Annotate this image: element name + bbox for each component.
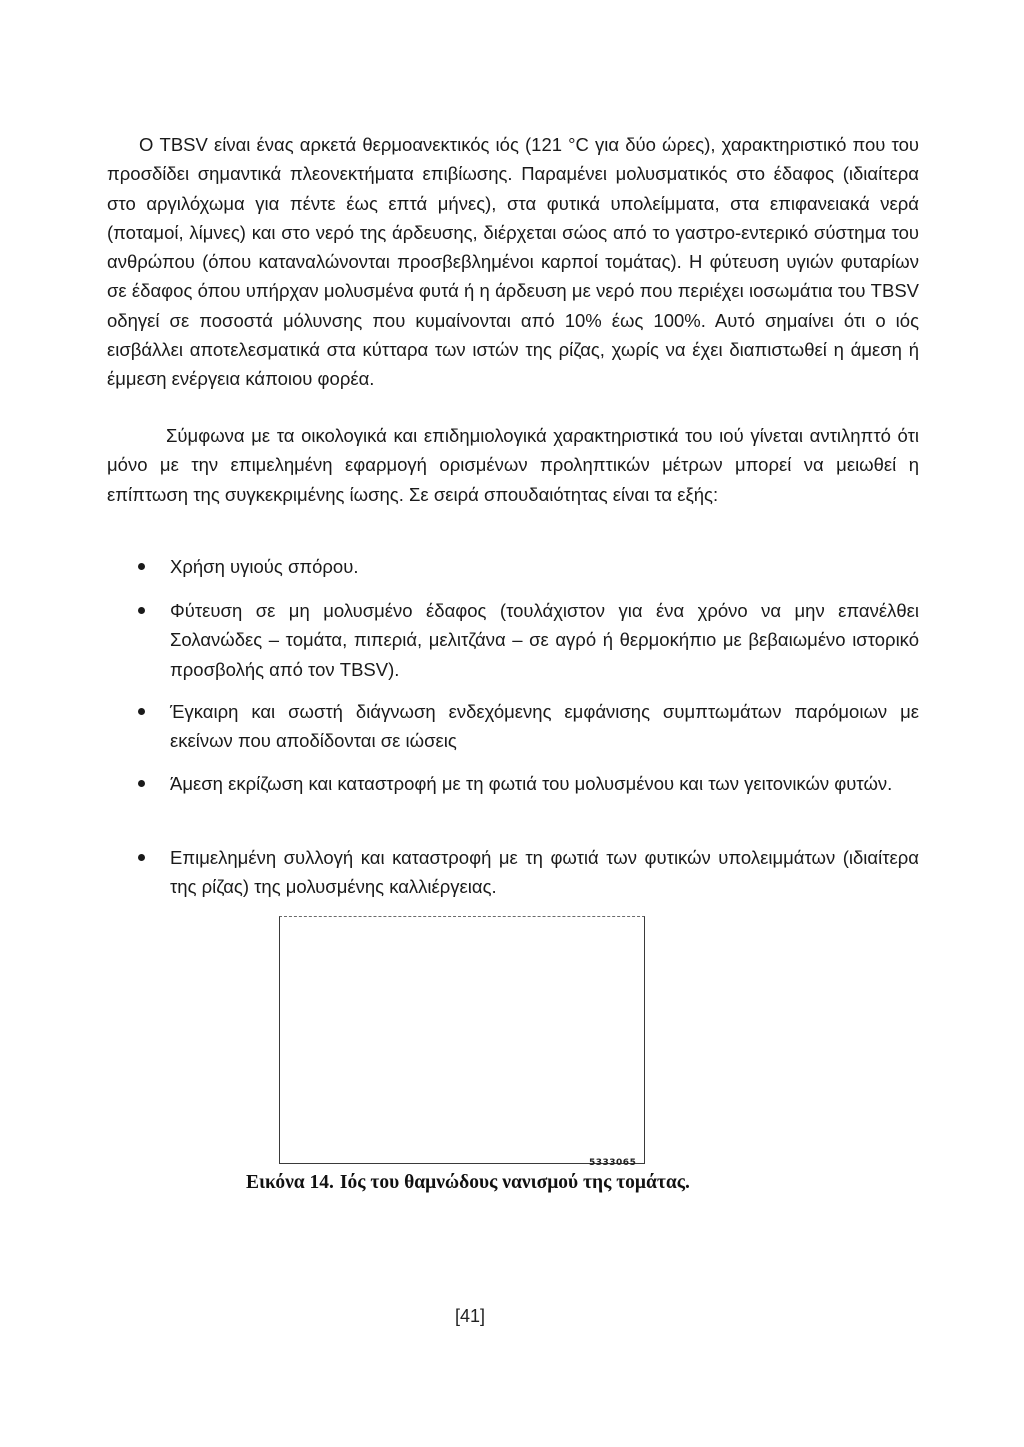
list-item-text: Έγκαιρη και σωστή διάγνωση ενδεχόμενης εμφάνισης συμπτωμάτων παρόμοιων με εκείνων που αποδίδονται σε ιώσεις: [170, 701, 919, 752]
figure-caption-label: Εικόνα 14.: [246, 1172, 334, 1193]
list-item-text: Φύτευση σε μη μολυσμένο έδαφος (τουλάχιστον για ένα χρόνο να μην επανέλθει Σολανώδες – τομάτα, πιπεριά, μελιτζάνα – σε αγρό ή θερμοκήπιο με βεβαιωμένο ιστορικό προσβολής από τον TBSV).: [170, 600, 919, 680]
list-item-text: Άμεση εκρίζωση και καταστροφή με τη φωτιά του μολυσμένου και των γειτονικών φυτών.: [170, 773, 893, 794]
list-item: [138, 769, 919, 798]
paragraph-tbsv-survival: Ο TBSV είναι ένας αρκετά θερμοανεκτικός ιός (121 °C για δύο ώρες), χαρακτηριστικό που του προσδίδει σημαντικά πλεονεκτήματα επιβίωσης. Παραμένει μολυσματικός στο έδαφος (ιδιαίτερα στο αργιλόχωμα για πέντε έως επτά μήνες), στα φυτικά υπολείμματα, στα επιφανειακά νερά (ποταμοί, λίμνες) και στο νερό της άρδευσης, διέρχεται σώος από το γαστρο-εντερικό σύστημα του ανθρώπου (όπου καταναλώνονται προσβεβλημένοι καρποί τομάτας). Η φύτευση υγιών φυταρίων σε έδαφος όπου υπήρχαν μολυσμένα φυτά ή η άρδευση με νερό που περιέχει ιοσωμάτια του TBSV οδηγεί σε ποσοστά μόλυνσης που κυμαίνονται από 10% έως 100%. Αυτό σημαίνει ότι ο ιός εισβάλλει αποτελεσματικά στα κύτταρα των ιστών της ρίζας, χωρίς να έχει διαπιστωθεί η άμεση ή έμμεση ενέργεια κάποιου φορέα.: [107, 134, 919, 390]
bullet-dot-icon: [138, 708, 145, 715]
list-item: [138, 552, 919, 581]
paragraph-prevention-intro: Σύμφωνα με τα οικολογικά και επιδημιολογικά χαρακτηριστικά του ιού γίνεται αντιληπτό ότι μόνο με την επιμελημένη εφαρμογή ορισμένων προληπτικών μέτρων μπορεί να μειωθεί η επίπτωση της συγκεκριμένης ίωσης. Σε σειρά σπουδαιότητας είναι τα εξής:: [107, 425, 919, 505]
bullet-dot-icon: [138, 854, 145, 861]
list-item-text: Επιμελημένη συλλογή και καταστροφή με τη φωτιά των φυτικών υπολειμμάτων (ιδιαίτερα της ρίζας) της μολυσμένης καλλιέργειας.: [170, 847, 919, 898]
figure-image-frame: [279, 916, 645, 1164]
page-number: [41]: [454, 1306, 486, 1326]
list-item: [138, 697, 919, 756]
bullet-dot-icon: [138, 563, 145, 570]
figure-code: 5333065: [589, 1158, 637, 1168]
list-item: [138, 843, 919, 902]
figure-caption: [246, 1170, 786, 1196]
list-item-text: Χρήση υγιούς σπόρου.: [170, 556, 359, 577]
bullet-dot-icon: [138, 607, 145, 614]
bullet-dot-icon: [138, 780, 145, 787]
figure-caption-text: Ιός του θαμνώδους νανισμού της τομάτας.: [339, 1172, 690, 1193]
list-item: [138, 596, 919, 684]
